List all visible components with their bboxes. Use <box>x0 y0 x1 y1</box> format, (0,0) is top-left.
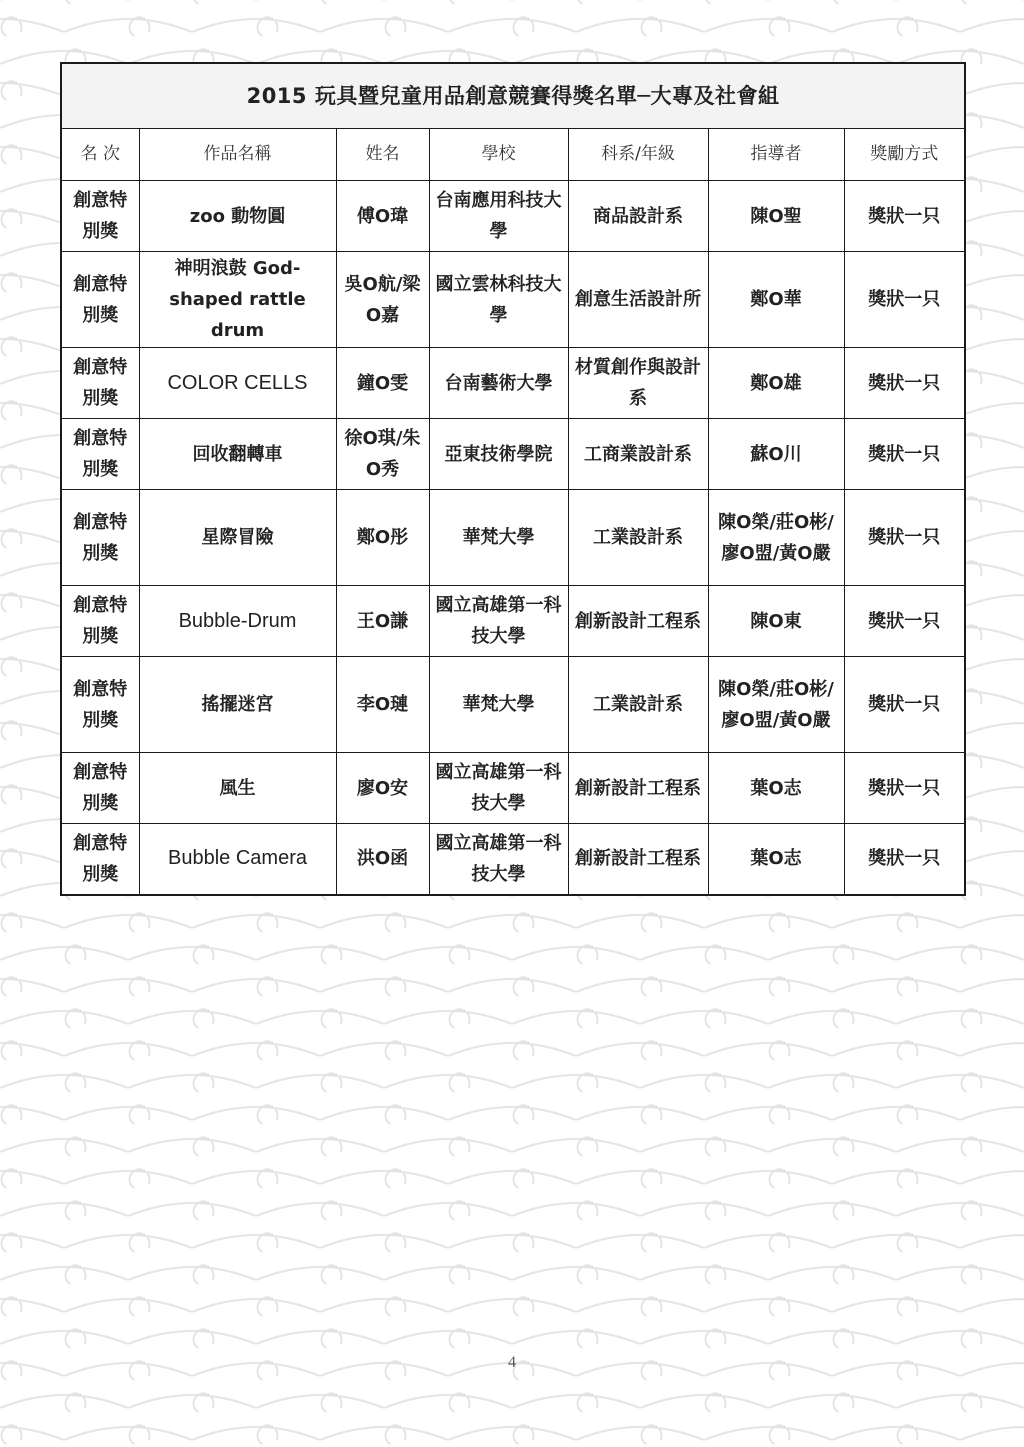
cell-name: 廖O安 <box>336 753 429 824</box>
cell-work: 搖擺迷宮 <box>139 657 336 753</box>
cell-advisor: 陳O榮/莊O彬/廖O盟/黃O嚴 <box>708 657 844 753</box>
wave-row <box>0 1009 1024 1028</box>
header-school: 學校 <box>429 129 568 181</box>
cell-work: 星際冒險 <box>139 490 336 586</box>
cell-advisor: 陳O榮/莊O彬/廖O盟/黃O嚴 <box>708 490 844 586</box>
wave-row <box>0 1393 1024 1412</box>
header-work: 作品名稱 <box>139 129 336 181</box>
cell-school: 華梵大學 <box>429 490 568 586</box>
cell-reward: 獎狀一只 <box>844 490 965 586</box>
cell-name: 徐O琪/朱O秀 <box>336 419 429 490</box>
cell-school: 台南藝術大學 <box>429 348 568 419</box>
cell-work: COLOR CELLS <box>139 348 336 419</box>
cell-school: 國立高雄第一科技大學 <box>429 586 568 657</box>
table-body <box>61 181 965 895</box>
cell-school: 國立雲林科技大學 <box>429 252 568 348</box>
table-row <box>61 181 965 252</box>
cell-school: 國立高雄第一科技大學 <box>429 753 568 824</box>
wave-row <box>0 1329 1024 1348</box>
wave-row <box>0 1041 1024 1060</box>
cell-dept: 工商業設計系 <box>568 419 708 490</box>
cell-work: 神明浪鼓 God-shaped rattle drum <box>139 252 336 348</box>
cell-reward: 獎狀一只 <box>844 657 965 753</box>
header-dept: 科系/年級 <box>568 129 708 181</box>
cell-school: 亞東技術學院 <box>429 419 568 490</box>
cell-rank: 創意特別獎 <box>61 657 139 753</box>
cell-reward: 獎狀一只 <box>844 419 965 490</box>
table-row <box>61 753 965 824</box>
document-title: 2015 玩具暨兒童用品創意競賽得獎名單─大專及社會組 <box>61 63 965 129</box>
wave-row <box>0 1297 1024 1316</box>
wave-row <box>0 1105 1024 1124</box>
cell-work: 風生 <box>139 753 336 824</box>
cell-school: 華梵大學 <box>429 657 568 753</box>
cell-name: 傅O瑋 <box>336 181 429 252</box>
table-header-row <box>61 129 965 181</box>
cell-rank: 創意特別獎 <box>61 490 139 586</box>
wave-row <box>0 1425 1024 1444</box>
cell-reward: 獎狀一只 <box>844 252 965 348</box>
cell-rank: 創意特別獎 <box>61 419 139 490</box>
cell-advisor: 鄭O雄 <box>708 348 844 419</box>
cell-advisor: 陳O東 <box>708 586 844 657</box>
table-row <box>61 824 965 895</box>
wave-row <box>0 1265 1024 1284</box>
cell-work: zoo 動物圓 <box>139 181 336 252</box>
cell-dept: 工業設計系 <box>568 490 708 586</box>
table-row <box>61 348 965 419</box>
table-row <box>61 252 965 348</box>
cell-dept: 創新設計工程系 <box>568 753 708 824</box>
cell-dept: 工業設計系 <box>568 657 708 753</box>
table-row <box>61 586 965 657</box>
wave-row <box>0 1233 1024 1252</box>
cell-advisor: 蘇O川 <box>708 419 844 490</box>
cell-dept: 創新設計工程系 <box>568 586 708 657</box>
cell-dept: 創意生活設計所 <box>568 252 708 348</box>
wave-row <box>0 945 1024 964</box>
page-number: 4 <box>508 1354 516 1371</box>
wave-row <box>0 1073 1024 1092</box>
cell-name: 李O璉 <box>336 657 429 753</box>
cell-reward: 獎狀一只 <box>844 181 965 252</box>
cell-work: Bubble-Drum <box>139 586 336 657</box>
cell-rank: 創意特別獎 <box>61 586 139 657</box>
table-row <box>61 490 965 586</box>
cell-work: 回收翻轉車 <box>139 419 336 490</box>
cell-name: 洪O函 <box>336 824 429 895</box>
wave-row <box>0 1201 1024 1220</box>
table-row <box>61 657 965 753</box>
wave-row <box>0 0 1024 4</box>
cell-reward: 獎狀一只 <box>844 348 965 419</box>
cell-advisor: 葉O志 <box>708 824 844 895</box>
cell-reward: 獎狀一只 <box>844 824 965 895</box>
wave-row <box>0 1169 1024 1188</box>
cell-rank: 創意特別獎 <box>61 348 139 419</box>
cell-rank: 創意特別獎 <box>61 753 139 824</box>
cell-dept: 材質創作與設計系 <box>568 348 708 419</box>
header-reward: 獎勵方式 <box>844 129 965 181</box>
cell-work: Bubble Camera <box>139 824 336 895</box>
cell-reward: 獎狀一只 <box>844 586 965 657</box>
cell-rank: 創意特別獎 <box>61 181 139 252</box>
wave-row <box>0 977 1024 996</box>
cell-advisor: 葉O志 <box>708 753 844 824</box>
cell-school: 台南應用科技大學 <box>429 181 568 252</box>
header-name: 姓名 <box>336 129 429 181</box>
cell-name: 鐘O雯 <box>336 348 429 419</box>
cell-reward: 獎狀一只 <box>844 753 965 824</box>
cell-rank: 創意特別獎 <box>61 252 139 348</box>
cell-dept: 商品設計系 <box>568 181 708 252</box>
header-advisor: 指導者 <box>708 129 844 181</box>
cell-name: 鄭O彤 <box>336 490 429 586</box>
wave-row <box>0 1137 1024 1156</box>
cell-school: 國立高雄第一科技大學 <box>429 824 568 895</box>
cell-name: 王O謙 <box>336 586 429 657</box>
cell-advisor: 鄭O華 <box>708 252 844 348</box>
header-rank: 名 次 <box>61 129 139 181</box>
wave-row <box>0 17 1024 36</box>
award-list-table <box>60 62 966 896</box>
table-row <box>61 419 965 490</box>
cell-advisor: 陳O聖 <box>708 181 844 252</box>
wave-row <box>0 913 1024 932</box>
cell-name: 吳O航/梁O嘉 <box>336 252 429 348</box>
cell-dept: 創新設計工程系 <box>568 824 708 895</box>
cell-rank: 創意特別獎 <box>61 824 139 895</box>
